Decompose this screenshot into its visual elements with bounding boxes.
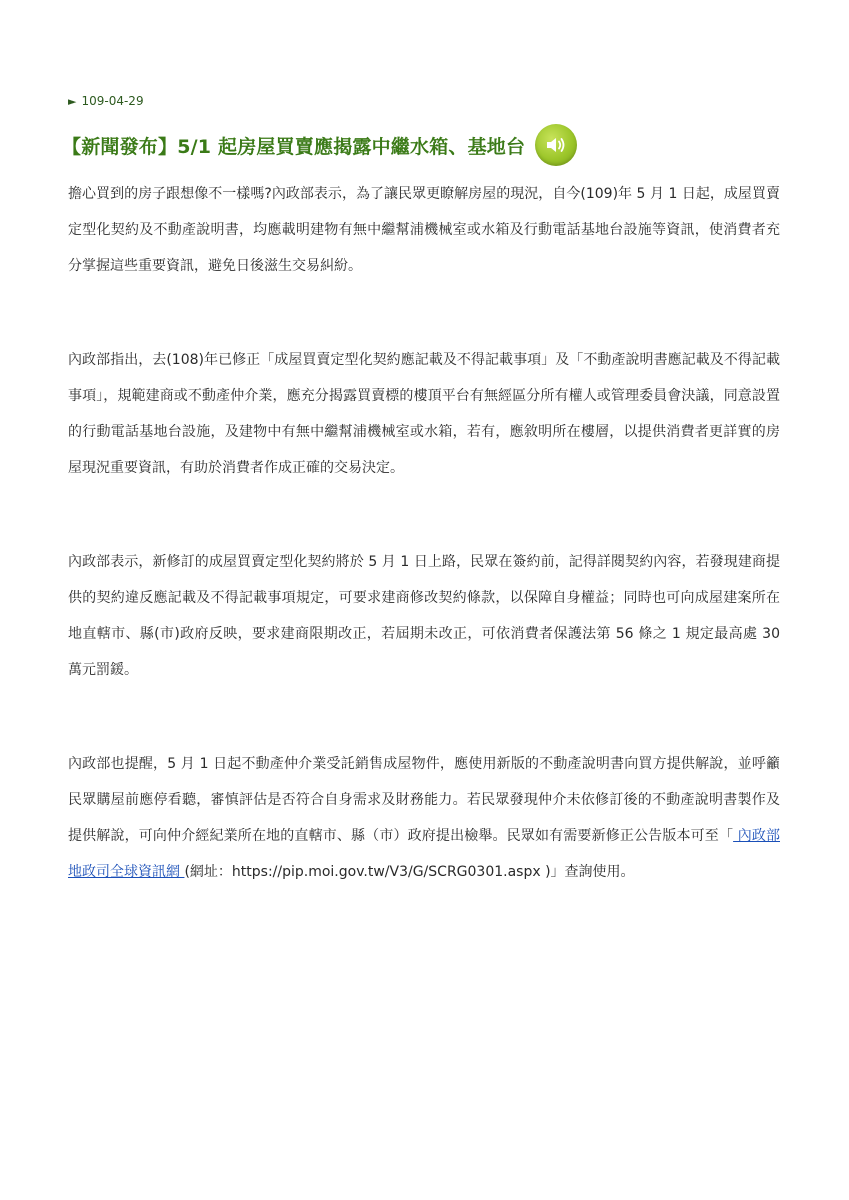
triangle-bullet-icon: ► [68, 94, 77, 108]
paragraph-1: 擔心買到的房子跟想像不一樣嗎?內政部表示，為了讓民眾更瞭解房屋的現況，自今(109)年 5 月 1 日起，成屋買賣定型化契約及不動產說明書，均應載明建物有無中繼幫浦機械室或水箱及行動電話基地台設施等資訊，使消費者充分掌握這些重要資訊，避免日後滋生交易糾紛。 [68, 186, 780, 274]
speaker-glyph-icon [543, 132, 569, 158]
land-administration-website-link[interactable]: 內政部地政司全球資訊網 [68, 828, 780, 880]
publish-date-value: 109-04-29 [81, 94, 144, 108]
paragraph-3: 內政部表示，新修訂的成屋買賣定型化契約將於 5 月 1 日上路，民眾在簽約前，記得詳閱契約內容，若發現建商提供的契約違反應記載及不得記載事項規定，可要求建商修改契約條款，以保障自身權益；同時也可向成屋建案所在地直轄市、縣(市)政府反映，要求建商限期改正，若屆期未改正，可依消費者保護法第 56 條之 1 規定最高處 30 萬元罰鍰。 [68, 554, 780, 678]
title-row [62, 124, 577, 166]
page-title: 【新聞發布】5/1 起房屋買賣應揭露中繼水箱、基地台 [62, 135, 526, 158]
paragraph-4 [68, 746, 780, 890]
publish-date [68, 94, 144, 108]
paragraph-2: 內政部指出，去(108)年已修正「成屋買賣定型化契約應記載及不得記載事項」及「不動產說明書應記載及不得記載事項」，規範建商或不動產仲介業，應充分揭露買賣標的樓頂平台有無經區分所有權人或管理委員會決議，同意設置的行動電話基地台設施，及建物中有無中繼幫浦機械室或水箱，若有，應敘明所在樓層，以提供消費者更詳實的房屋現況重要資訊，有助於消費者作成正確的交易決定。 [68, 352, 780, 476]
article-body [68, 176, 780, 948]
paragraph-4-text-before-link: 內政部也提醒，5 月 1 日起不動產仲介業受託銷售成屋物件，應使用新版的不動產說明書向買方提供解說，並呼籲民眾購屋前應停看聽，審慎評估是否符合自身需求及財務能力。若民眾發現仲介未依修訂後的不動產說明書製作及提供解說，可向仲介經紀業所在地的直轄市、縣（市）政府提出檢舉。民眾如有需要新修正公告版本可至「 [68, 756, 780, 844]
speaker-audio-icon[interactable] [535, 124, 577, 166]
paragraph-4-text-after-link: (網址：https://pip.moi.gov.tw/V3/G/SCRG0301.aspx )」查詢使用。 [184, 864, 635, 880]
